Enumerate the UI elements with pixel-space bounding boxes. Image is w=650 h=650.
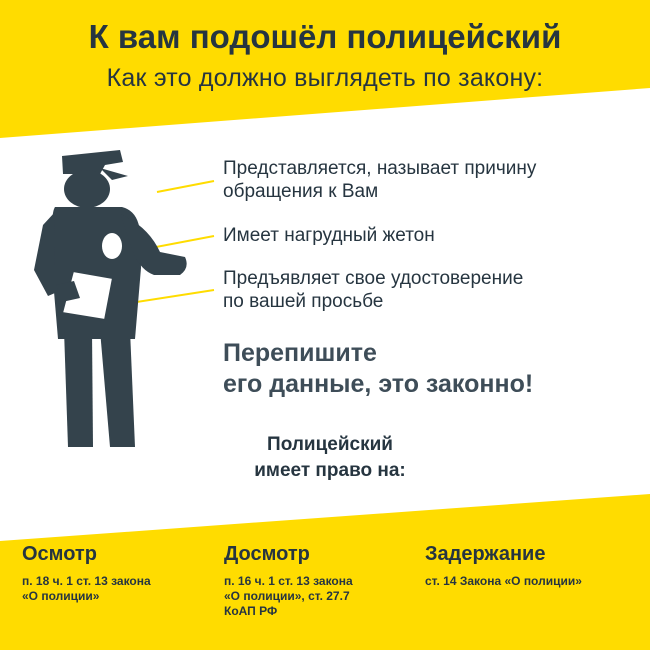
page-title: К вам подошёл полицейский (88, 18, 562, 55)
feature-id (223, 267, 523, 313)
law-line: «О полиции», ст. 27.7 (224, 589, 350, 603)
note-line: его данные, это законно! (223, 370, 534, 398)
pointer-line (157, 181, 214, 192)
badge-icon (102, 233, 122, 259)
right-search (224, 543, 414, 619)
rights-heading (230, 432, 430, 484)
law-line: п. 18 ч. 1 ст. 13 закона (22, 574, 151, 588)
law-line: ст. 14 Закона «О полиции» (425, 574, 582, 588)
feature-text: обращения к Вам (223, 181, 379, 202)
rights-line: имеет право на: (254, 460, 406, 481)
law-line: «О полиции» (22, 589, 100, 603)
page-subtitle: Как это должно выглядеть по закону: (106, 64, 544, 92)
column-law (224, 574, 414, 619)
feature-text: Имеет нагрудный жетон (223, 225, 435, 246)
column-title: Досмотр (224, 543, 310, 565)
column-law (425, 574, 640, 589)
right-inspection (22, 543, 212, 604)
rights-line: Полицейский (267, 434, 393, 455)
feature-introduces (223, 157, 536, 203)
note-line: Перепишите (223, 339, 377, 367)
feature-badge (223, 224, 435, 247)
column-law (22, 574, 212, 604)
column-title: Задержание (425, 543, 546, 565)
right-detention (425, 543, 640, 589)
feature-text: по вашей просьбе (223, 291, 384, 312)
advice-note (223, 338, 533, 400)
law-line: КоАП РФ (224, 604, 278, 618)
law-line: п. 16 ч. 1 ст. 13 закона (224, 574, 353, 588)
feature-text: Предъявляет свое удостоверение (223, 268, 524, 289)
feature-text: Представляется, называет причину (223, 158, 537, 179)
column-title: Осмотр (22, 543, 97, 565)
